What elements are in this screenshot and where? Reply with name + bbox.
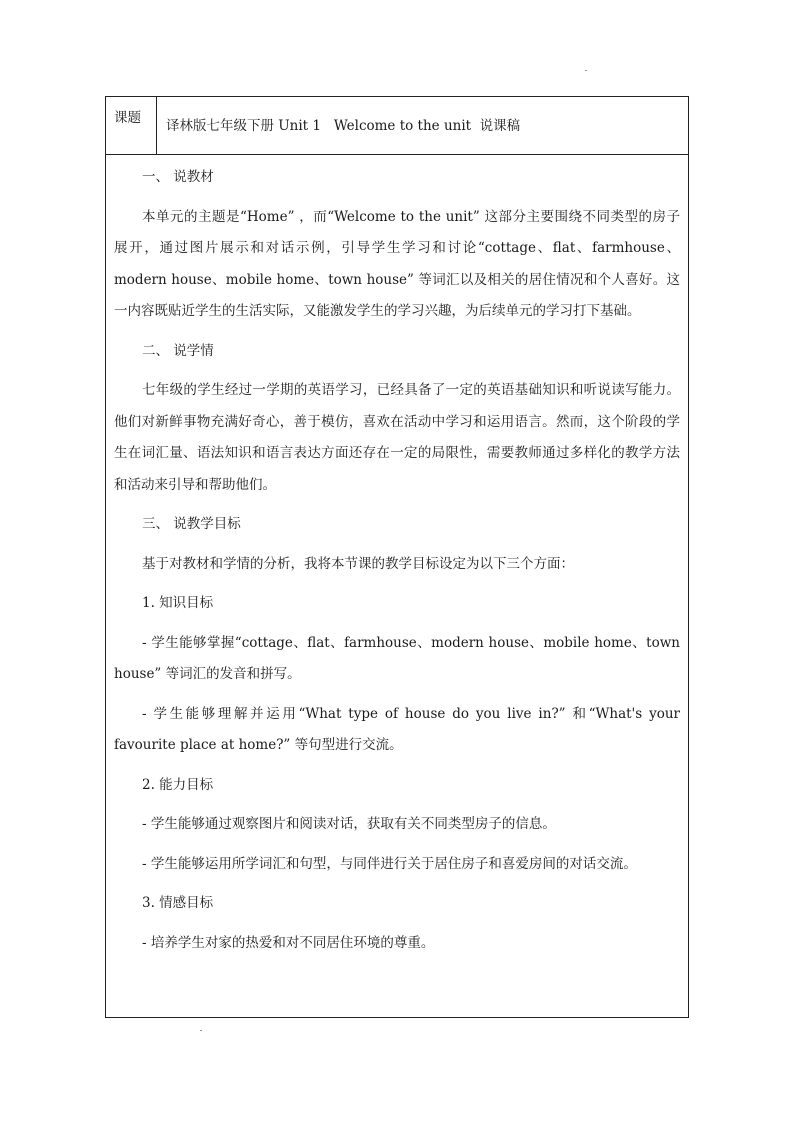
lesson-plan-table <box>105 96 689 1018</box>
paragraph-textbook: 本单元的主题是“Home” ，而“Welcome to the unit” 这部分主要围绕不同类型的房子展开，通过图片展示和对话示例，引导学生学习和讨论“cottage、flat、farmhouse、modern house、mobile home、town house” 等词汇以及相关的居住情况和个人喜好。这一内容既贴近学生的生活实际，又能激发学生的学习兴趣，为后续单元的学习打下基础。 <box>114 208 680 319</box>
section-heading-textbook: 一、 说教材 <box>142 169 214 185</box>
paragraph-objectives-intro: 基于对教材和学情的分析，我将本节课的教学目标设定为以下三个方面： <box>142 555 574 572</box>
corner-mark <box>200 1030 202 1031</box>
item-emotion: - 培养学生对家的热爱和对不同居住环境的尊重。 <box>142 934 435 951</box>
subheading-knowledge: 1. 知识目标 <box>142 595 214 611</box>
item-knowledge-sentences: - 学生能够理解并运用“What type of house do you live in?” 和“What's your favourite place at home?” 等句型进行交流。 <box>114 705 680 753</box>
paragraph-students: 七年级的学生经过一学期的英语学习，已经具备了一定的英语基础知识和听说读写能力。他们对新鲜事物充满好奇心，善于模仿，喜欢在活动中学习和运用语言。然而，这个阶段的学生在词汇量、语法知识和语言表达方面还存在一定的局限性，需要教师通过多样化的教学方法和活动来引导和帮助他们。 <box>114 382 680 493</box>
content-cell <box>106 155 688 1017</box>
subheading-ability: 2. 能力目标 <box>142 776 214 793</box>
section-heading-students: 二、 说学情 <box>142 342 214 359</box>
title-row <box>106 97 688 155</box>
item-ability-reading: - 学生能够通过观察图片和阅读对话，获取有关不同类型房子的信息。 <box>142 816 556 832</box>
subheading-emotion: 3. 情感目标 <box>142 895 214 911</box>
section-heading-objectives: 三、 说教学目标 <box>142 516 241 532</box>
title-value: 译林版七年级下册 Unit 1 Welcome to the unit 说课稿 <box>166 118 521 134</box>
title-label: 课题 <box>106 97 157 154</box>
item-ability-dialogue: - 学生能够运用所学词汇和句型，与同伴进行关于居住房子和喜爱房间的对话交流。 <box>142 855 637 872</box>
item-knowledge-vocab: - 学生能够掌握“cottage、flat、farmhouse、modern house、mobile home、town house” 等词汇的发音和拼写。 <box>114 634 680 682</box>
corner-mark <box>585 70 587 71</box>
